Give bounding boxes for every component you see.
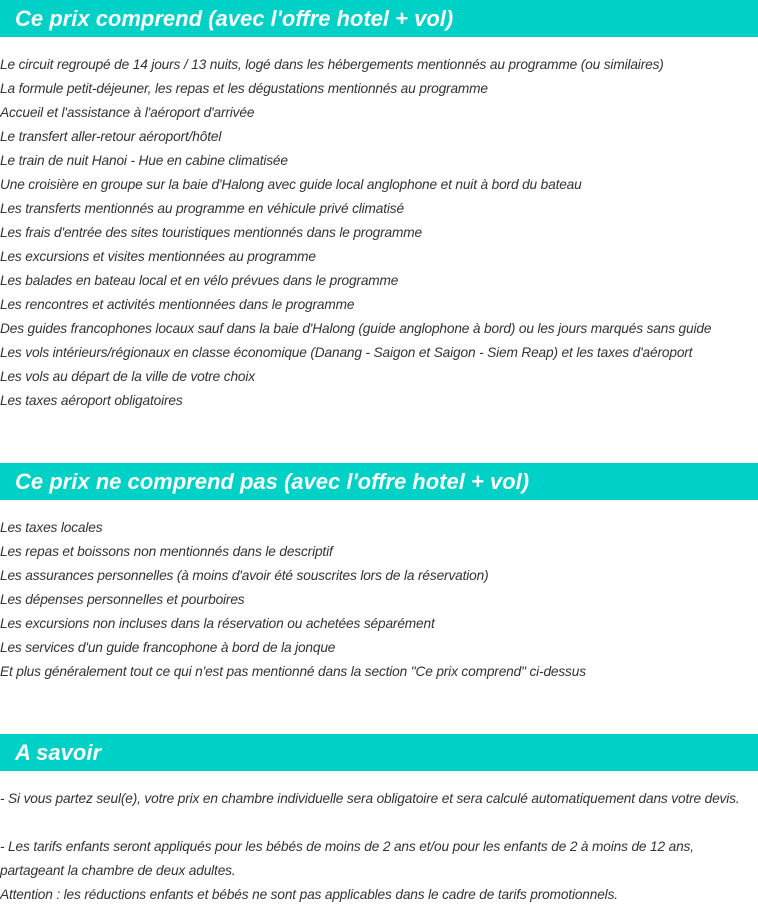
list-item: Les taxes aéroport obligatoires: [0, 393, 183, 408]
list-item: Les transferts mentionnés au programme en véhicule privé climatisé: [0, 201, 404, 216]
section-title-included: Ce prix comprend (avec l'offre hotel + vol): [15, 5, 454, 31]
list-item: Accueil et l'assistance à l'aéroport d'arrivée: [0, 105, 255, 120]
list-item: Le circuit regroupé de 14 jours / 13 nuits, logé dans les hébergements mentionnés au programme (ou similaires): [0, 57, 664, 72]
list-item: Une croisière en groupe sur la baie d'Halong avec guide local anglophone et nuit à bord du bateau: [0, 177, 582, 192]
list-item: Des guides francophones locaux sauf dans la baie d'Halong (guide anglophone à bord) ou les jours marqués sans guide: [0, 321, 712, 336]
list-item: Les repas et boissons non mentionnés dans le descriptif: [0, 544, 333, 559]
list-item: Les excursions non incluses dans la réservation ou achetées séparément: [0, 616, 435, 631]
section-title-good-to-know: A savoir: [15, 739, 102, 765]
list-item: Les frais d'entrée des sites touristiques mentionnés dans le programme: [0, 225, 422, 240]
section-title-not-included: Ce prix ne comprend pas (avec l'offre hotel + vol): [15, 468, 530, 494]
section-header-included: [0, 0, 758, 37]
list-item: Les dépenses personnelles et pourboires: [0, 592, 245, 607]
section-header-not-included: [0, 463, 758, 500]
list-item: Le transfert aller-retour aéroport/hôtel: [0, 129, 222, 144]
list-item: Les taxes locales: [0, 520, 103, 535]
included-list: [0, 53, 758, 413]
list-item: Et plus généralement tout ce qui n'est pas mentionné dans la section "Ce prix comprend" ci-dessus: [0, 664, 586, 679]
section-header-good-to-know: [0, 734, 758, 771]
info-paragraph-warning: Attention : les réductions enfants et bébés ne sont pas applicables dans le cadre de tarifs promotionnels.: [0, 887, 618, 902]
list-item: Les vols intérieurs/régionaux en classe économique (Danang - Saigon et Saigon - Siem Reap) et les taxes d'aéroport: [0, 345, 693, 360]
info-paragraph-children-rates: - Les tarifs enfants seront appliqués pour les bébés de moins de 2 ans et/ou pour les enfants de 2 à moins de 12 ans, partageant la chambre de deux adultes.: [0, 839, 694, 878]
list-item: Les services d'un guide francophone à bord de la jonque: [0, 640, 336, 655]
list-item: Les assurances personnelles (à moins d'avoir été souscrites lors de la réservation): [0, 568, 489, 583]
list-item: Les excursions et visites mentionnées au programme: [0, 249, 316, 264]
list-item: Les balades en bateau local et en vélo prévues dans le programme: [0, 273, 399, 288]
info-paragraph-single-traveller: - Si vous partez seul(e), votre prix en chambre individuelle sera obligatoire et sera calculé automatiquement dans votre devis.: [0, 791, 740, 806]
list-item: La formule petit-déjeuner, les repas et les dégustations mentionnés au programme: [0, 81, 488, 96]
list-item: Les rencontres et activités mentionnées dans le programme: [0, 297, 355, 312]
list-item: Les vols au départ de la ville de votre choix: [0, 369, 255, 384]
list-item: Le train de nuit Hanoi - Hue en cabine climatisée: [0, 153, 288, 168]
not-included-list: [0, 516, 758, 684]
